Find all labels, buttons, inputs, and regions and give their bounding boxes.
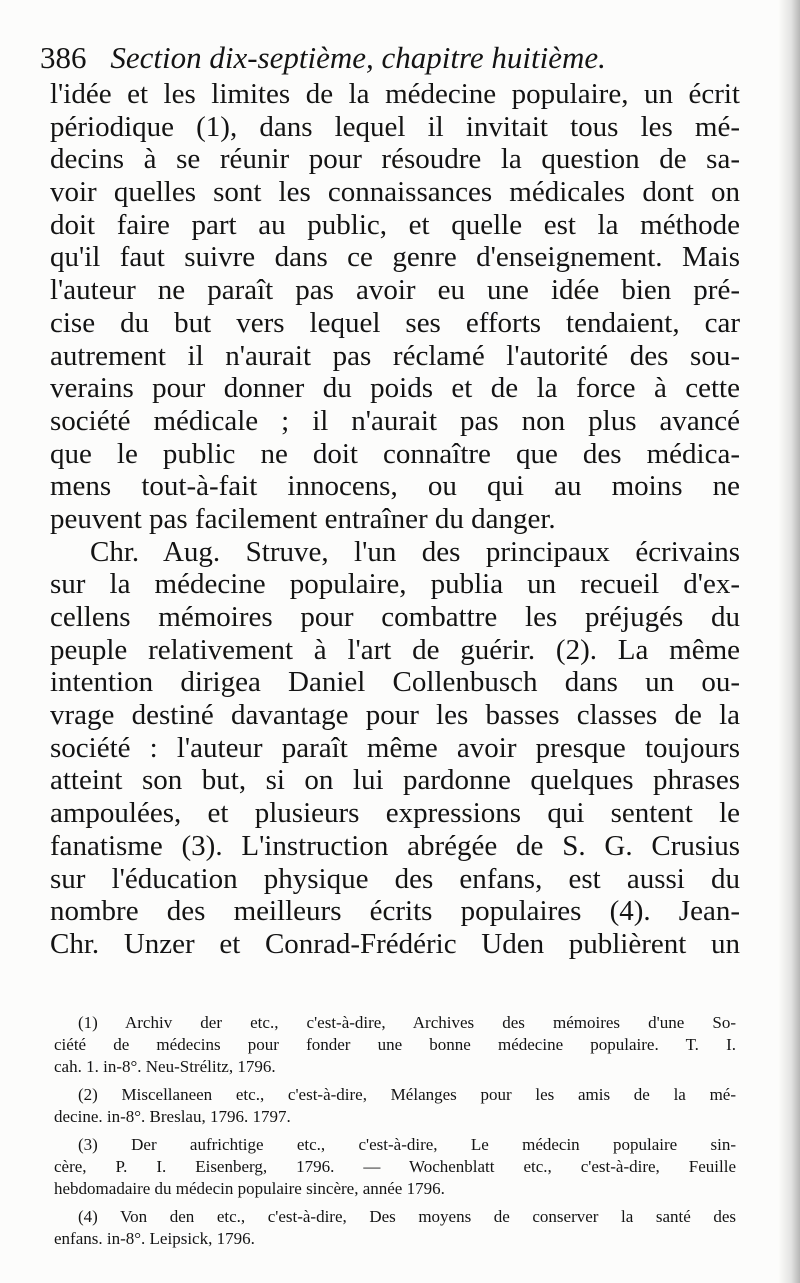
footnote-line: (1) Archiv der etc., c'est-à-dire, Archives des mémoires d'une So- — [78, 1013, 736, 1032]
body-line: atteint son but, si on lui pardonne quelques phrases — [50, 764, 740, 797]
body-line: fanatisme (3). L'instruction abrégée de S. G. Crusius — [50, 829, 740, 862]
footnote-line: hebdomadaire du médecin populaire sincère, année 1796. — [54, 1179, 445, 1198]
footnote-line: (3) Der aufrichtige etc., c'est-à-dire, Le médecin populaire sin- — [78, 1135, 736, 1154]
body-line: l'auteur ne paraît pas avoir eu une idée bien pré- — [50, 274, 740, 307]
body-line: périodique (1), dans lequel il invitait tous les mé- — [50, 110, 740, 143]
body-line: Chr. Aug. Struve, l'un des principaux écrivains — [90, 535, 740, 568]
body-line: peuple relativement à l'art de guérir. (2). La même — [50, 633, 740, 666]
body-line: sur l'éducation physique des enfans, est aussi du — [50, 862, 740, 895]
footnote-3 — [54, 1134, 736, 1200]
body-text — [50, 78, 740, 961]
body-line: mens tout-à-fait innocens, ou qui au moins ne — [50, 470, 740, 503]
body-line: cellens mémoires pour combattre les préjugés du — [50, 601, 740, 633]
footnote-4 — [54, 1206, 736, 1250]
body-line: que le public ne doit connaître que des médica- — [50, 437, 740, 470]
body-line: peuvent pas facilement entraîner du danger. — [50, 502, 556, 535]
body-line: l'idée et les limites de la médecine populaire, un écrit — [50, 78, 740, 110]
body-line: voir quelles sont les connaissances médicales dont on — [50, 176, 740, 209]
running-title: Section dix-septième, chapitre huitième. — [110, 40, 606, 75]
body-line: vrage destiné davantage pour les basses classes de la — [50, 699, 740, 732]
body-line: qu'il faut suivre dans ce genre d'enseignement. Mais — [50, 241, 740, 274]
footnote-1 — [54, 1012, 736, 1078]
body-line: Chr. Unzer et Conrad-Frédéric Uden publièrent un — [50, 927, 740, 960]
footnote-line: ciété de médecins pour fonder une bonne médecine populaire. T. I. — [54, 1035, 736, 1054]
body-line: verains pour donner du poids et de la force à cette — [50, 372, 740, 405]
page-number: 386 — [40, 40, 87, 75]
body-line: société : l'auteur paraît même avoir presque toujours — [50, 731, 740, 764]
body-line: société médicale ; il n'aurait pas non plus avancé — [50, 404, 740, 437]
footnote-line: (4) Von den etc., c'est-à-dire, Des moyens de conserver la santé des — [78, 1207, 736, 1226]
page-spine-shadow — [778, 0, 800, 1283]
footnote-2 — [54, 1084, 736, 1128]
footnote-line: enfans. in-8°. Leipsick, 1796. — [54, 1229, 255, 1248]
body-line: intention dirigea Daniel Collenbusch dans un ou- — [50, 666, 740, 699]
footnote-line: cah. 1. in-8°. Neu-Strélitz, 1796. — [54, 1057, 276, 1076]
footnote-line: decine. in-8°. Breslau, 1796. 1797. — [54, 1107, 291, 1126]
body-line: nombre des meilleurs écrits populaires (4). Jean- — [50, 895, 740, 928]
footnote-line: cère, P. I. Eisenberg, 1796. — Wochenblatt etc., c'est-à-dire, Feuille — [54, 1157, 736, 1176]
body-line: autrement il n'aurait pas réclamé l'autorité des sou- — [50, 339, 740, 372]
body-line: sur la médecine populaire, publia un recueil d'ex- — [50, 568, 740, 601]
running-header — [40, 38, 720, 78]
body-line: decins à se réunir pour résoudre la question de sa- — [50, 143, 740, 176]
body-line: ampoulées, et plusieurs expressions qui sentent le — [50, 797, 740, 830]
footnotes — [54, 1012, 736, 1256]
body-line: cise du but vers lequel ses efforts tendaient, car — [50, 306, 740, 339]
body-line: doit faire part au public, et quelle est la méthode — [50, 208, 740, 241]
footnote-line: (2) Miscellaneen etc., c'est-à-dire, Mélanges pour les amis de la mé- — [78, 1085, 736, 1104]
